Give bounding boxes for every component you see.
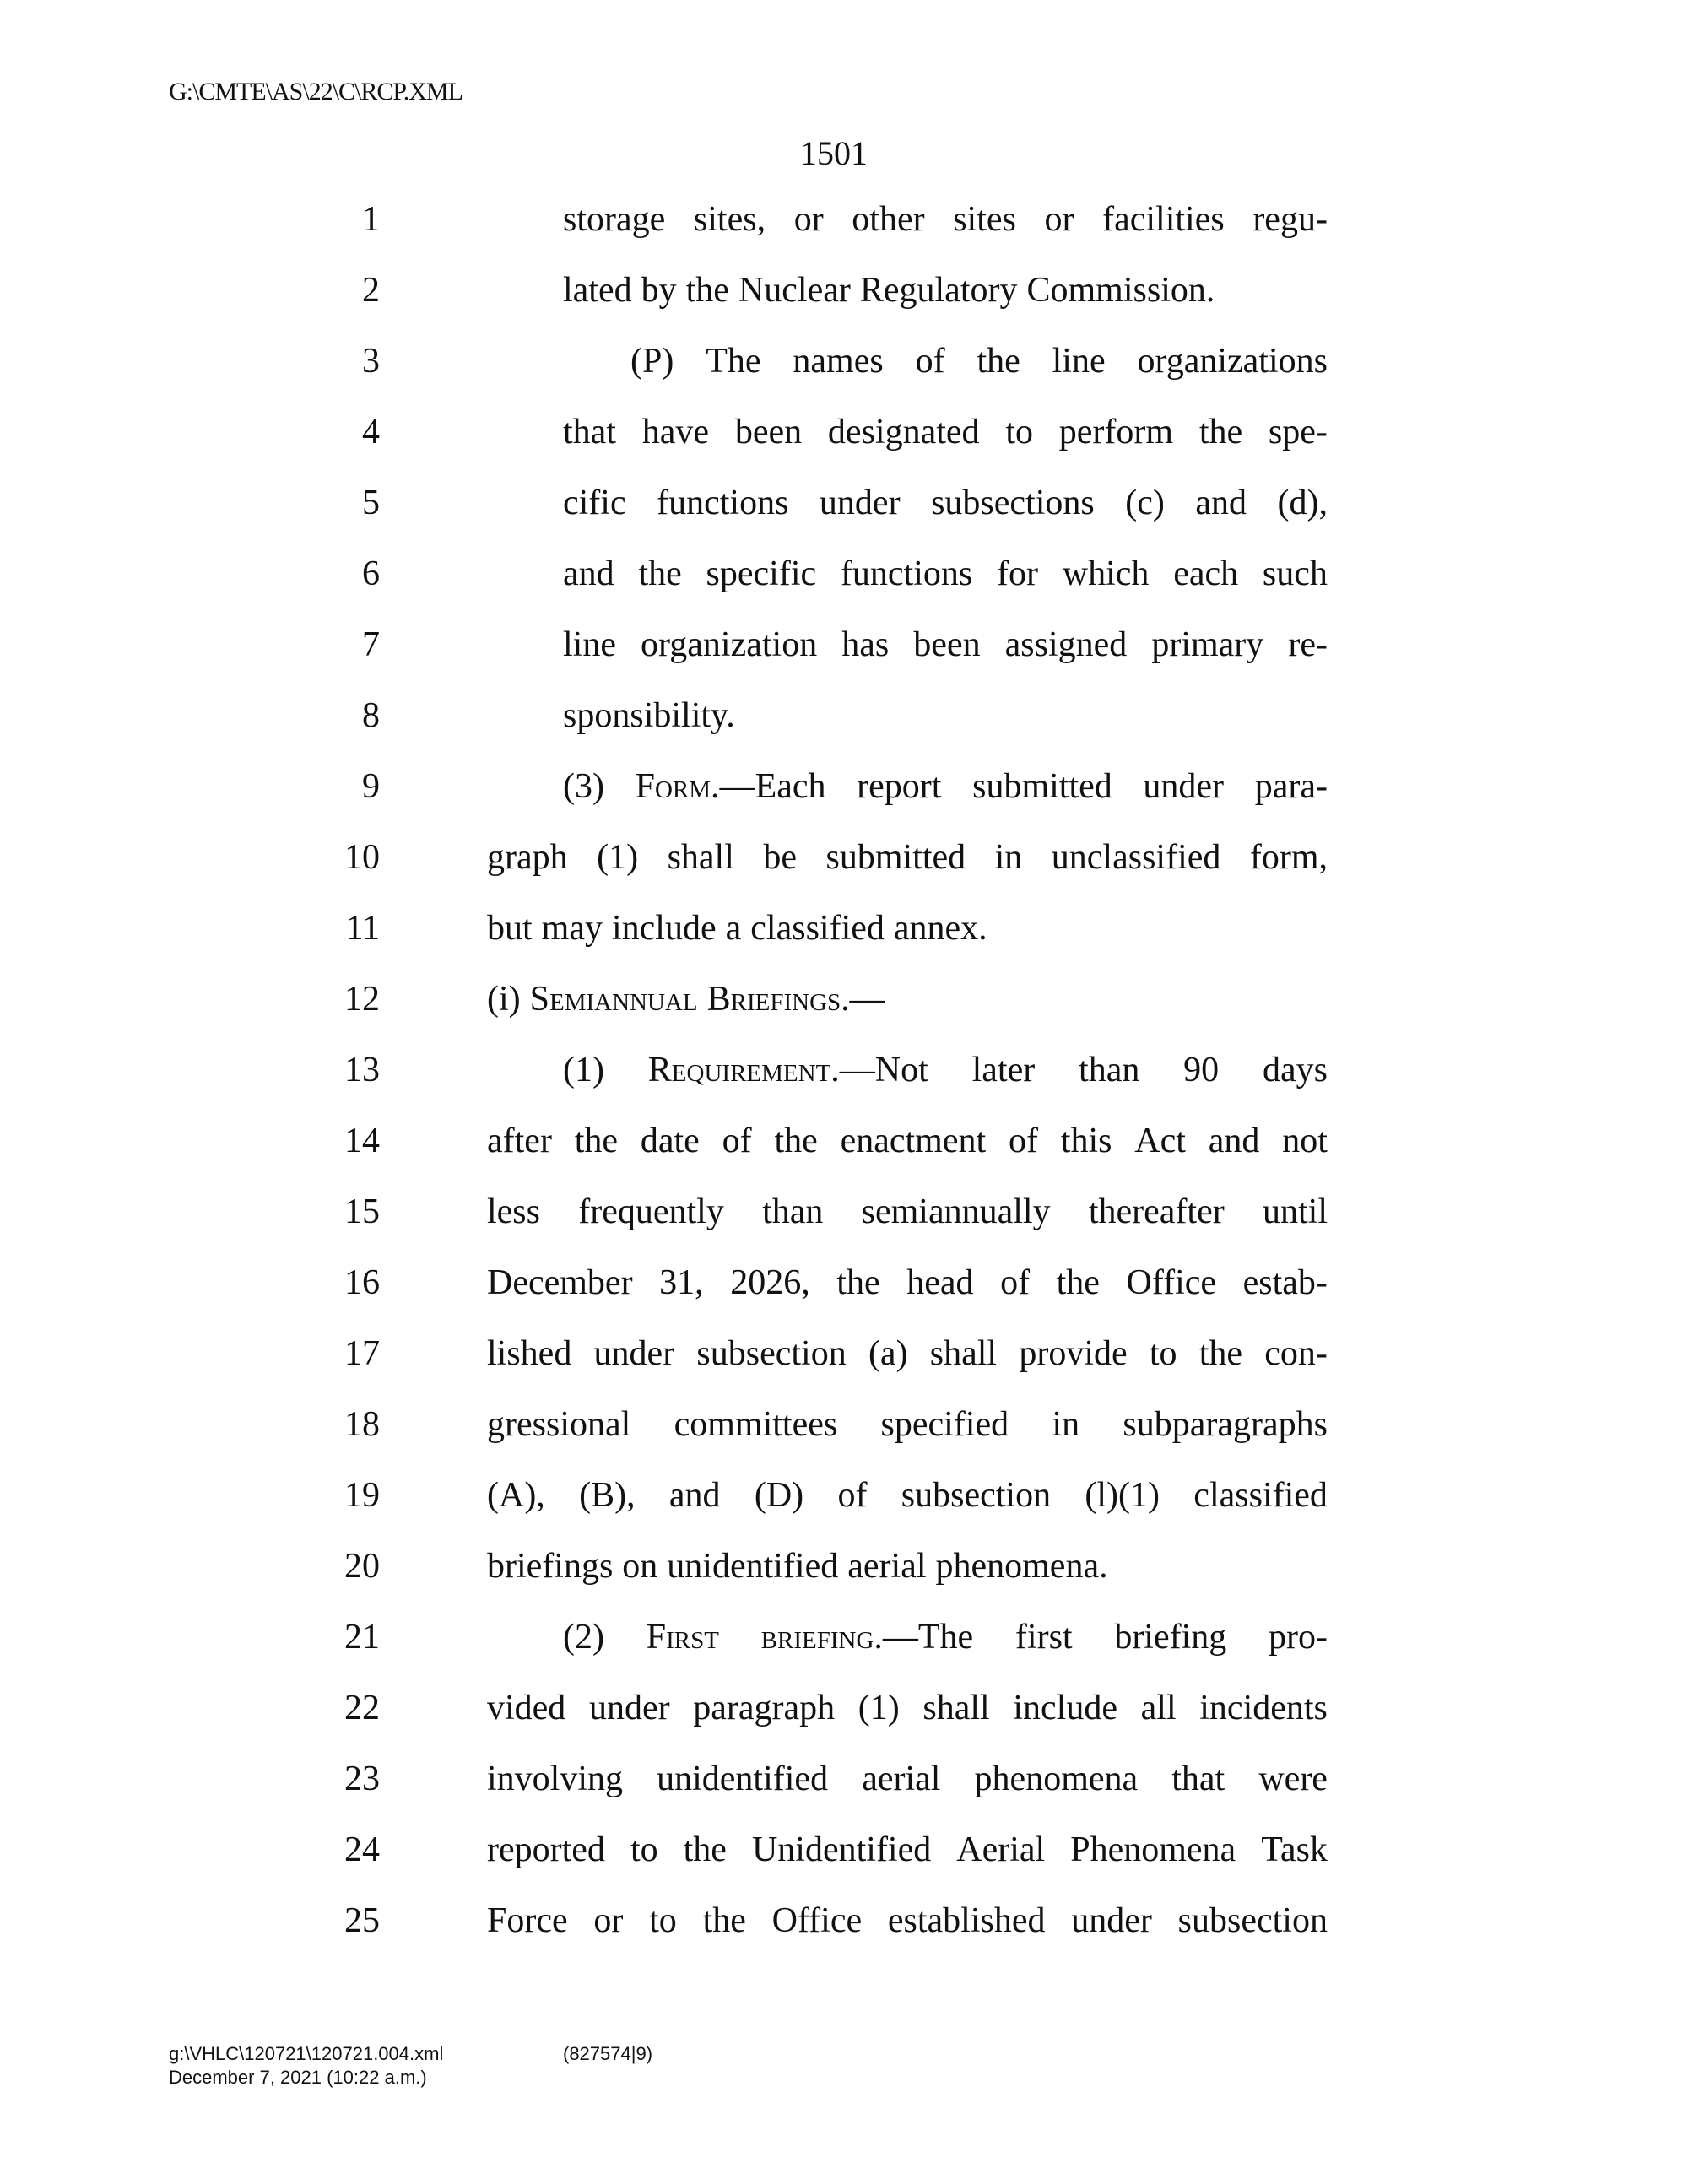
line-text — [487, 1114, 1328, 1168]
line-number: 10 — [344, 838, 380, 877]
line-number: 20 — [344, 1547, 380, 1586]
document-line — [0, 1185, 1688, 1256]
line-text — [487, 901, 1328, 955]
line-number: 4 — [362, 413, 380, 451]
document-line — [0, 1681, 1688, 1752]
word: classified — [750, 909, 885, 948]
document-line — [0, 1397, 1688, 1468]
word: line — [1052, 342, 1106, 381]
word: (1) — [858, 1689, 900, 1727]
word: by — [641, 271, 677, 310]
line-text — [487, 1397, 1328, 1451]
word: involving — [487, 1760, 624, 1798]
word: unidentified — [667, 1547, 839, 1586]
word: subparagraphs — [1123, 1405, 1328, 1444]
word: (D) — [754, 1476, 804, 1515]
word: for — [997, 554, 1038, 593]
line-number: 17 — [344, 1334, 380, 1373]
document-line — [0, 972, 1688, 1043]
word: or — [793, 200, 824, 239]
word: spe- — [1268, 413, 1328, 451]
word: Force — [487, 1901, 568, 1940]
word: subsection — [696, 1334, 847, 1373]
line-number: 23 — [344, 1760, 380, 1798]
line-text — [563, 547, 1328, 601]
document-line — [0, 1256, 1688, 1327]
word: to — [630, 1830, 658, 1869]
line-number: 13 — [344, 1051, 380, 1089]
word: committees — [674, 1405, 838, 1444]
word: briefings — [487, 1547, 614, 1586]
word: briefing.—The — [760, 1618, 974, 1657]
word: functions — [840, 554, 973, 593]
word: phenomena. — [935, 1547, 1108, 1586]
word: submitted — [825, 838, 966, 877]
line-number: 16 — [344, 1263, 380, 1302]
word: Nuclear — [738, 271, 851, 310]
word: phenomena — [974, 1760, 1139, 1798]
document-line — [0, 192, 1688, 263]
word: gressional — [487, 1405, 631, 1444]
line-text — [487, 1327, 1328, 1381]
word: and — [1208, 1122, 1260, 1160]
word: unclassified — [1051, 838, 1221, 877]
word: organizations — [1137, 342, 1328, 381]
line-text — [563, 263, 1328, 317]
document-line — [0, 263, 1688, 334]
word: established — [887, 1901, 1046, 1940]
word: or — [593, 1901, 624, 1940]
word: The — [706, 342, 761, 381]
word: on — [622, 1547, 658, 1586]
document-line — [0, 334, 1688, 405]
line-number: 9 — [362, 767, 380, 806]
word: than — [762, 1192, 824, 1231]
word: to — [1005, 413, 1033, 451]
line-text — [487, 1185, 1328, 1239]
footer-file-path: g:\VHLC\120721\120721.004.xml — [169, 2043, 444, 2064]
line-number: 19 — [344, 1476, 380, 1515]
word: shall — [922, 1689, 990, 1727]
word: frequently — [578, 1192, 724, 1231]
word: form, — [1249, 838, 1328, 877]
word: specific — [706, 554, 817, 593]
word: Requirement.—Not — [647, 1051, 928, 1089]
word: 90 — [1183, 1051, 1220, 1089]
line-number: 1 — [362, 200, 380, 239]
word: Regulatory — [859, 271, 1018, 310]
word: names — [793, 342, 884, 381]
word: (A), — [487, 1476, 545, 1515]
word: the — [638, 554, 682, 593]
line-text — [563, 192, 1328, 246]
line-text — [563, 689, 1328, 743]
word: sponsibility. — [563, 696, 735, 735]
word: first — [1014, 1618, 1073, 1657]
word: in — [1052, 1405, 1080, 1444]
word: and — [668, 1476, 721, 1515]
word: be — [763, 838, 798, 877]
word: (1) — [597, 838, 639, 877]
footer-file-info — [169, 2042, 443, 2089]
word: 2026, — [730, 1263, 810, 1302]
word: Aerial — [956, 1830, 1046, 1869]
word: to — [649, 1901, 677, 1940]
document-line — [0, 618, 1688, 689]
word: (d), — [1277, 484, 1328, 522]
line-number: 12 — [344, 980, 380, 1019]
document-path-header: G:\CMTE\AS\22\C\RCP.XML — [169, 78, 463, 105]
word: (P) — [630, 342, 674, 381]
word: pro- — [1269, 1618, 1328, 1657]
word: been — [734, 413, 803, 451]
word: until — [1262, 1192, 1328, 1231]
document-line — [0, 1114, 1688, 1185]
word: Unidentified — [751, 1830, 932, 1869]
word: re- — [1288, 625, 1328, 664]
word: (c) — [1125, 484, 1165, 522]
word: vided — [487, 1689, 566, 1727]
word: functions — [657, 484, 789, 522]
word: aerial — [847, 1547, 927, 1586]
word: annex. — [893, 909, 987, 948]
word: December — [487, 1263, 633, 1302]
word: subsections — [931, 484, 1095, 522]
word: Form.—Each — [635, 767, 826, 806]
word: enactment — [840, 1122, 987, 1160]
word: other — [852, 200, 925, 239]
document-line — [0, 1610, 1688, 1681]
document-line — [0, 1894, 1688, 1965]
word: that — [1171, 1760, 1225, 1798]
line-text — [487, 972, 1328, 1026]
word: of — [915, 342, 945, 381]
word: lished — [487, 1334, 572, 1373]
word: perform — [1058, 413, 1174, 451]
word: Office — [1126, 1263, 1217, 1302]
word: line — [563, 625, 616, 664]
word: to — [1149, 1334, 1177, 1373]
document-line — [0, 547, 1688, 618]
word: date — [640, 1122, 700, 1160]
word: con- — [1264, 1334, 1328, 1373]
word: sites — [953, 200, 1016, 239]
line-text — [487, 830, 1328, 884]
document-line — [0, 1043, 1688, 1114]
word: and — [1195, 484, 1247, 522]
line-number: 15 — [344, 1192, 380, 1231]
word: less — [487, 1192, 540, 1231]
word: incidents — [1199, 1689, 1328, 1727]
line-text — [487, 1256, 1328, 1310]
word: semiannually — [861, 1192, 1051, 1231]
word: Phenomena — [1070, 1830, 1236, 1869]
word: specified — [880, 1405, 1009, 1444]
word: of — [837, 1476, 868, 1515]
word: First — [646, 1618, 719, 1657]
word: under — [819, 484, 901, 522]
word: the — [1198, 413, 1243, 451]
word: the — [1056, 1263, 1100, 1302]
word: 31, — [659, 1263, 704, 1302]
line-number: 25 — [344, 1901, 380, 1940]
document-line — [0, 1539, 1688, 1610]
word: have — [641, 413, 710, 451]
document-line — [0, 1468, 1688, 1539]
word: unidentified — [657, 1760, 829, 1798]
word: of — [722, 1122, 752, 1160]
word: the — [702, 1901, 746, 1940]
document-line — [0, 830, 1688, 901]
line-number: 7 — [362, 625, 380, 664]
word: later — [971, 1051, 1036, 1089]
line-text — [563, 760, 1328, 814]
word: were — [1258, 1760, 1328, 1798]
document-line — [0, 476, 1688, 547]
line-text — [487, 1681, 1328, 1735]
line-number: 5 — [362, 484, 380, 522]
word: submitted — [972, 767, 1112, 806]
word: after — [487, 1122, 552, 1160]
word: has — [841, 625, 890, 664]
word: may — [541, 909, 603, 948]
word: estab- — [1242, 1263, 1328, 1302]
page-number: 1501 — [800, 134, 868, 172]
document-line — [0, 760, 1688, 830]
line-text — [563, 476, 1328, 530]
word: of — [1000, 1263, 1031, 1302]
word: Commission. — [1026, 271, 1215, 310]
line-number: 11 — [345, 909, 380, 948]
word: paragraph — [693, 1689, 836, 1727]
word: (1) — [563, 1051, 604, 1089]
word: facilities — [1102, 200, 1225, 239]
word: (3) — [563, 767, 604, 806]
line-number: 18 — [344, 1405, 380, 1444]
word: Semiannual — [529, 980, 698, 1019]
line-text — [487, 1894, 1328, 1948]
word: cific — [563, 484, 626, 522]
word: shall — [929, 1334, 998, 1373]
word: Act — [1134, 1122, 1186, 1160]
word: which — [1062, 554, 1150, 593]
word: a — [725, 909, 742, 948]
word: designated — [827, 413, 980, 451]
word: than — [1079, 1051, 1140, 1089]
document-line — [0, 1823, 1688, 1894]
word: each — [1173, 554, 1239, 593]
word: under — [1143, 767, 1225, 806]
word: not — [1282, 1122, 1328, 1160]
word: thereafter — [1088, 1192, 1225, 1231]
word: lated — [563, 271, 632, 310]
word: of — [1008, 1122, 1038, 1160]
word: (l)(1) — [1085, 1476, 1160, 1515]
word: report — [857, 767, 942, 806]
line-text — [563, 618, 1328, 672]
word: the — [836, 1263, 880, 1302]
line-text — [563, 1043, 1328, 1097]
word: been — [913, 625, 981, 664]
word: the — [685, 271, 729, 310]
word: para- — [1254, 767, 1328, 806]
word: Briefings.— — [706, 980, 885, 1019]
line-number: 21 — [344, 1618, 380, 1657]
word: under — [588, 1689, 670, 1727]
footer-timestamp: December 7, 2021 (10:22 a.m.) — [169, 2067, 427, 2088]
word: (B), — [579, 1476, 636, 1515]
document-line — [0, 901, 1688, 972]
line-text — [487, 1539, 1328, 1593]
word: include — [611, 909, 717, 948]
word: primary — [1151, 625, 1264, 664]
line-number: 3 — [362, 342, 380, 381]
document-body — [0, 192, 1688, 1965]
word: the — [574, 1122, 619, 1160]
word: storage — [563, 200, 666, 239]
word: sites, — [693, 200, 766, 239]
word: such — [1262, 554, 1328, 593]
line-number: 14 — [344, 1122, 380, 1160]
word: head — [906, 1263, 974, 1302]
word: the — [1198, 1334, 1243, 1373]
word: include — [1013, 1689, 1117, 1727]
word: or — [1044, 200, 1074, 239]
word: briefing — [1114, 1618, 1227, 1657]
word: this — [1060, 1122, 1112, 1160]
word: the — [683, 1830, 727, 1869]
word: all — [1140, 1689, 1177, 1727]
line-number: 24 — [344, 1830, 380, 1869]
word: Office — [771, 1901, 863, 1940]
word: regu- — [1252, 200, 1328, 239]
word: and — [563, 554, 614, 593]
line-number: 8 — [362, 696, 380, 735]
word: (i) — [487, 980, 521, 1019]
word: but — [487, 909, 533, 948]
word: Task — [1261, 1830, 1328, 1869]
line-text — [487, 1752, 1328, 1806]
line-text — [487, 1468, 1328, 1522]
line-text — [563, 1610, 1328, 1664]
word: assigned — [1004, 625, 1128, 664]
word: reported — [487, 1830, 605, 1869]
line-number: 22 — [344, 1689, 380, 1727]
word: shall — [667, 838, 734, 877]
line-text — [487, 1823, 1328, 1877]
word: graph — [487, 838, 568, 877]
word: (2) — [563, 1618, 604, 1657]
word: that — [563, 413, 616, 451]
document-line — [0, 1752, 1688, 1823]
line-text — [630, 334, 1328, 388]
word: the — [774, 1122, 818, 1160]
word: aerial — [862, 1760, 941, 1798]
word: subsection — [901, 1476, 1052, 1515]
word: under — [1071, 1901, 1152, 1940]
line-text — [563, 405, 1328, 459]
word: provide — [1019, 1334, 1128, 1373]
word: under — [593, 1334, 675, 1373]
word: in — [994, 838, 1023, 877]
document-line — [0, 1327, 1688, 1397]
word: (a) — [868, 1334, 908, 1373]
document-line — [0, 689, 1688, 760]
document-line — [0, 405, 1688, 476]
word: the — [977, 342, 1020, 381]
word: subsection — [1177, 1901, 1328, 1940]
line-number: 6 — [362, 554, 380, 593]
line-number: 2 — [362, 271, 380, 310]
word: classified — [1193, 1476, 1328, 1515]
footer-document-code: (827574|9) — [563, 2043, 653, 2064]
word: days — [1262, 1051, 1328, 1089]
word: organization — [641, 625, 818, 664]
